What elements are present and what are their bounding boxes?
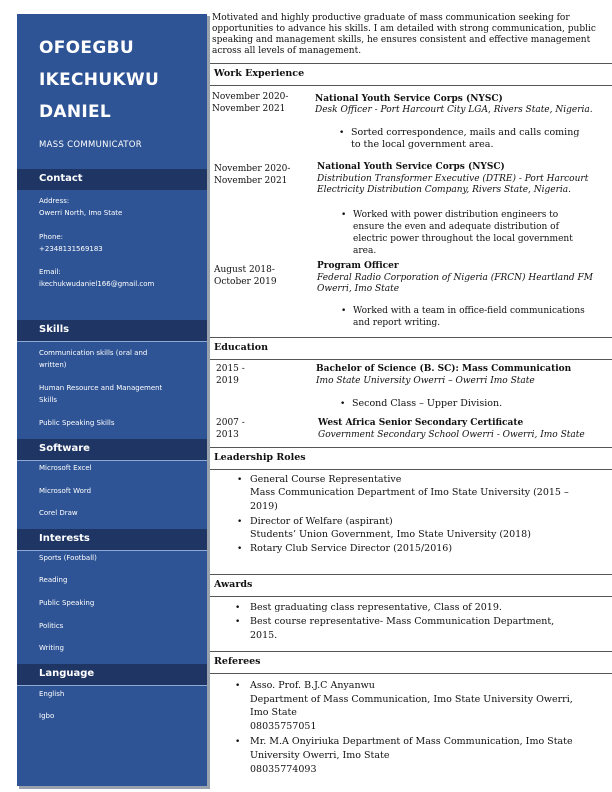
referee-item: University Owerri, Imo State bbox=[250, 750, 390, 761]
interest-item: Public Speaking bbox=[39, 599, 95, 607]
referee-item: Imo State bbox=[250, 707, 297, 718]
bullet-icon: • bbox=[235, 737, 241, 747]
language-item: Igbo bbox=[39, 712, 55, 720]
interest-item: Writing bbox=[39, 644, 64, 652]
bullet-icon: • bbox=[237, 517, 243, 527]
award-item: Best graduating class representative, Class of 2019. bbox=[250, 602, 502, 613]
interest-item: Politics bbox=[39, 622, 64, 630]
job-dates: November 2021 bbox=[212, 104, 286, 114]
edu-degree: West Africa Senior Secondary Certificate bbox=[318, 418, 524, 428]
phone-label: Phone: bbox=[39, 233, 64, 241]
name-line-1: OFOEGBU bbox=[39, 38, 134, 58]
leadership-heading: Leadership Roles bbox=[210, 447, 612, 470]
sidebar-shadow-bottom bbox=[19, 786, 210, 789]
skills-heading: Skills bbox=[17, 320, 207, 341]
award-item: 2015. bbox=[250, 630, 278, 641]
bullet-icon: • bbox=[237, 475, 243, 485]
bullet-icon: • bbox=[339, 128, 345, 138]
edu-dates: 2007 - bbox=[216, 418, 245, 428]
bullet-icon: • bbox=[237, 544, 243, 554]
referees-heading: Referees bbox=[210, 651, 612, 674]
email-value[interactable]: ikechukwudaniel166@gmail.com bbox=[39, 280, 155, 288]
referee-item: Mr. M.A Onyiriuka Department of Mass Communication, Imo State bbox=[250, 736, 573, 747]
software-item: Microsoft Word bbox=[39, 487, 92, 495]
job-dates: November 2021 bbox=[214, 176, 288, 186]
job-duty: electric power throughout the local government bbox=[353, 234, 573, 244]
leadership-item: Mass Communication Department of Imo State University (2015 – bbox=[250, 487, 569, 498]
divider bbox=[17, 341, 207, 342]
edu-degree: Bachelor of Science (B. SC): Mass Communication bbox=[316, 364, 572, 374]
education-heading: Education bbox=[210, 337, 612, 360]
contact-heading: Contact bbox=[17, 169, 207, 190]
language-item: English bbox=[39, 690, 65, 698]
edu-dates: 2019 bbox=[216, 376, 239, 386]
divider bbox=[17, 550, 207, 551]
name-line-2: IKECHUKWU bbox=[39, 70, 160, 90]
address-value: Owerri North, Imo State bbox=[39, 209, 123, 217]
referee-item: Asso. Prof. B.J.C Anyanwu bbox=[250, 680, 375, 691]
job-role: Distribution Transformer Executive (DTRE) - Port Harcourt bbox=[317, 174, 589, 184]
job-org: Program Officer bbox=[317, 261, 399, 271]
bullet-icon: • bbox=[341, 306, 347, 316]
divider bbox=[17, 685, 207, 686]
skill-item: Communication skills (oral and written) bbox=[39, 349, 148, 369]
email-label: Email: bbox=[39, 268, 61, 276]
job-duty: to the local government area. bbox=[351, 139, 494, 150]
bullet-icon: • bbox=[341, 210, 347, 220]
job-role: Federal Radio Corporation of Nigeria (FRCN) Heartland FM bbox=[317, 273, 593, 283]
job-duty: area. bbox=[353, 246, 377, 256]
leadership-item: Director of Welfare (aspirant) bbox=[250, 516, 393, 527]
job-dates: November 2020- bbox=[212, 92, 289, 102]
interests-heading: Interests bbox=[17, 529, 207, 550]
skill-item: Public Speaking Skills bbox=[39, 419, 115, 427]
sidebar bbox=[17, 14, 207, 786]
name-line-3: DANIEL bbox=[39, 102, 112, 122]
job-duty: Sorted correspondence, mails and calls coming bbox=[351, 127, 580, 138]
edu-note: Second Class – Upper Division. bbox=[352, 398, 503, 409]
edu-dates: 2013 bbox=[216, 430, 239, 440]
address-label: Address: bbox=[39, 197, 70, 205]
bullet-icon: • bbox=[340, 399, 346, 409]
job-dates: August 2018- bbox=[214, 265, 275, 275]
referee-item: Department of Mass Communication, Imo State University Owerri, bbox=[250, 694, 573, 705]
software-heading: Software bbox=[17, 439, 207, 460]
leadership-item: Rotary Club Service Director (2015/2016) bbox=[250, 543, 453, 554]
interest-item: Sports (Football) bbox=[39, 554, 97, 562]
referee-item: 08035757051 bbox=[250, 721, 317, 732]
work-experience-heading: Work Experience bbox=[210, 63, 612, 86]
software-item: Corel Draw bbox=[39, 509, 78, 517]
job-dates: October 2019 bbox=[214, 277, 277, 287]
award-item: Best course representative- Mass Communication Department, bbox=[250, 616, 555, 627]
leadership-item: General Course Representative bbox=[250, 474, 402, 485]
job-org: National Youth Service Corps (NYSC) bbox=[315, 94, 503, 104]
job-duty: ensure the even and adequate distribution of bbox=[353, 222, 559, 232]
software-item: Microsoft Excel bbox=[39, 464, 92, 472]
job-role: Electricity Distribution Company, Rivers State, Nigeria. bbox=[317, 185, 572, 195]
job-duty: and report writing. bbox=[353, 318, 441, 328]
job-duty: Worked with a team in office-field communications bbox=[353, 306, 585, 316]
leadership-item: Students’ Union Government, Imo State University (2018) bbox=[250, 529, 531, 540]
job-org: National Youth Service Corps (NYSC) bbox=[317, 162, 505, 172]
divider bbox=[17, 460, 207, 461]
job-dates: November 2020- bbox=[214, 164, 291, 174]
job-role: Desk Officer - Port Harcourt City LGA, Rivers State, Nigeria. bbox=[315, 105, 593, 115]
bullet-icon: • bbox=[235, 681, 241, 691]
edu-school: Government Secondary School Owerri - Owerri, Imo State bbox=[318, 430, 585, 440]
phone-value: +2348131569183 bbox=[39, 245, 103, 253]
job-duty: Worked with power distribution engineers to bbox=[353, 210, 559, 220]
skill-item: Human Resource and Management Skills bbox=[39, 384, 163, 404]
summary: Motivated and highly productive graduate of mass communication seeking for opportunities to advance his skills. I am detailed with strong communication, public speaking and management skills, he ensures consistent and effective management across all levels of management. bbox=[212, 13, 596, 56]
interest-item: Reading bbox=[39, 576, 68, 584]
language-heading: Language bbox=[17, 664, 207, 685]
edu-dates: 2015 - bbox=[216, 364, 245, 374]
bullet-icon: • bbox=[235, 617, 241, 627]
bullet-icon: • bbox=[235, 603, 241, 613]
referee-item: 08035774093 bbox=[250, 764, 317, 775]
job-title: MASS COMMUNICATOR bbox=[39, 140, 142, 150]
awards-heading: Awards bbox=[210, 574, 612, 597]
job-role: Owerri, Imo State bbox=[317, 284, 400, 294]
edu-school: Imo State University Owerri – Owerri Imo State bbox=[316, 376, 535, 386]
leadership-item: 2019) bbox=[250, 501, 278, 512]
